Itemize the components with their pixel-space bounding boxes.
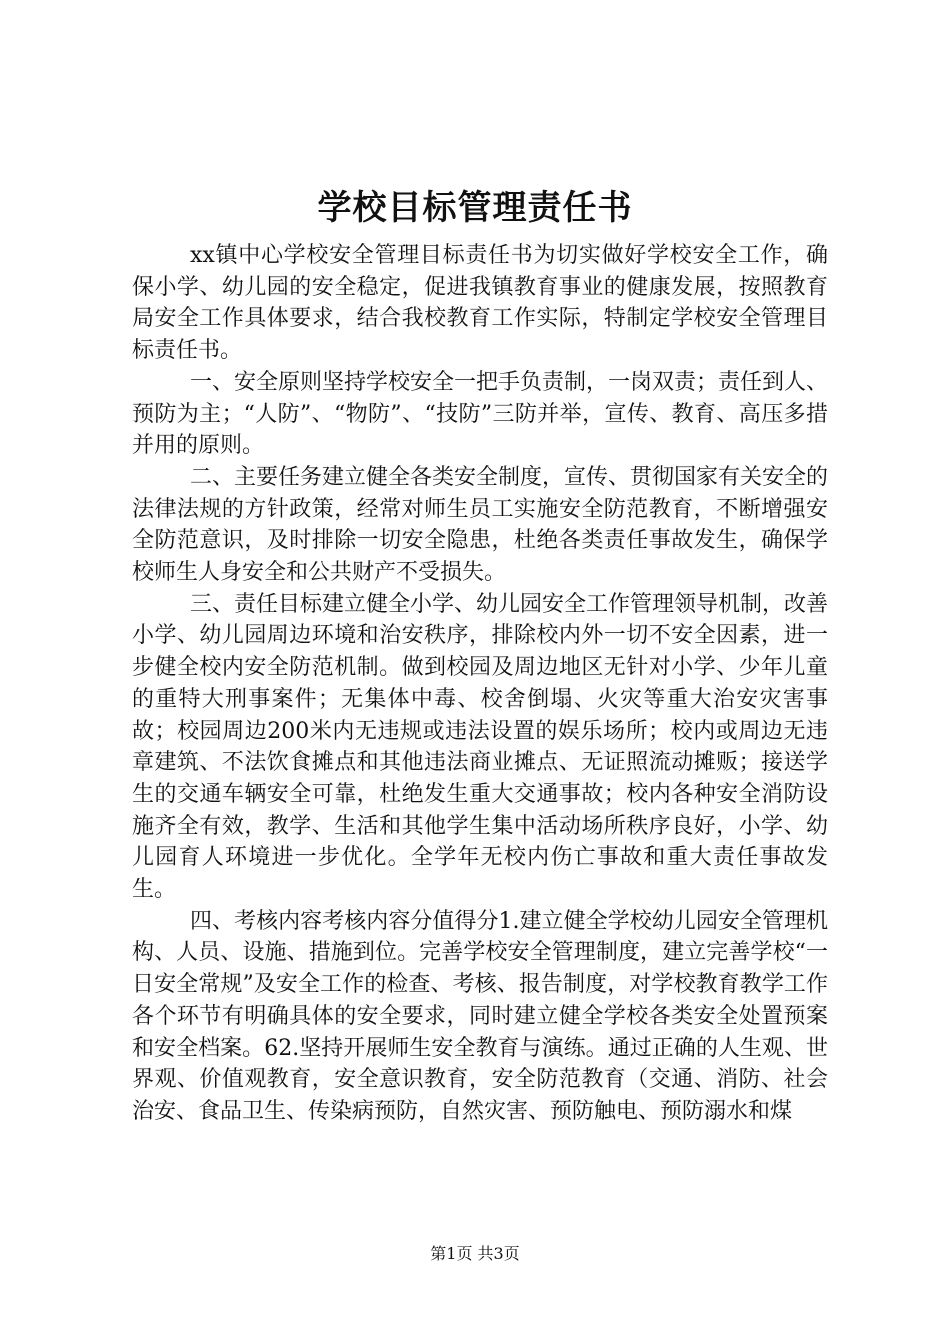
document-title: 学校目标管理责任书 (317, 188, 633, 228)
paragraph-responsibility-goals: 三、责任目标建立健全小学、幼儿园安全工作管理领导机制，改善小学、幼儿园周边环境和治安秩序，排除校内外一切不安全因素，进一步健全校内安全防范机制。做到校园及周边地区无针对小学、少年儿童的重特大刑事案件；无集体中毒、校舍倒塌、火灾等重大治安灾害事故；校园周边200米内无违规或违法设置的娱乐场所；校内或周边无违章建筑、不法饮食摊点和其他违法商业摊点、无证照流动摊贩；接送学生的交通车辆安全可靠，杜绝发生重大交通事故；校内各种安全消防设施齐全有效，教学、生活和其他学生集中活动场所秩序良好，小学、幼儿园育人环境进一步优化。全学年无校内伤亡事故和重大责任事故发生。 (132, 591, 829, 903)
paragraph-intro: xx镇中心学校安全管理目标责任书为切实做好学校安全工作，确保小学、幼儿园的安全稳定，促进我镇教育事业的健康发展，按照教育局安全工作具体要求，结合我校教育工作实际，特制定学校安全管理目标责任书。 (132, 243, 828, 364)
paragraph-safety-principle: 一、安全原则坚持学校安全一把手负责制，一岗双责；责任到人、预防为主；“人防”、“物防”、“技防”三防并举，宣传、教育、高压多措并用的原则。 (132, 369, 829, 459)
page-number-footer: 第1页 共3页 (430, 1244, 520, 1263)
document-body (132, 240, 828, 1128)
paragraph-assessment-content: 四、考核内容考核内容分值得分1.建立健全学校幼儿园安全管理机构、人员、设施、措施到位。完善学校安全管理制度，建立完善学校“一日安全常规”及安全工作的检查、考核、报告制度，对学校教育教学工作各个环节有明确具体的安全要求，同时建立健全学校各类安全处置预案和安全档案。62.坚持开展师生安全教育与演练。通过正确的人生观、世界观、价值观教育，安全意识教育，安全防范教育（交通、消防、社会治安、食品卫生、传染病预防，自然灾害、预防触电、预防溺水和煤 (132, 908, 828, 1124)
paragraph-main-tasks: 二、主要任务建立健全各类安全制度，宣传、贯彻国家有关安全的法律法规的方针政策，经常对师生员工实施安全防范教育，不断增强安全防范意识，及时排除一切安全隐患，杜绝各类责任事故发生，确保学校师生人身安全和公共财产不受损失。 (132, 464, 829, 586)
